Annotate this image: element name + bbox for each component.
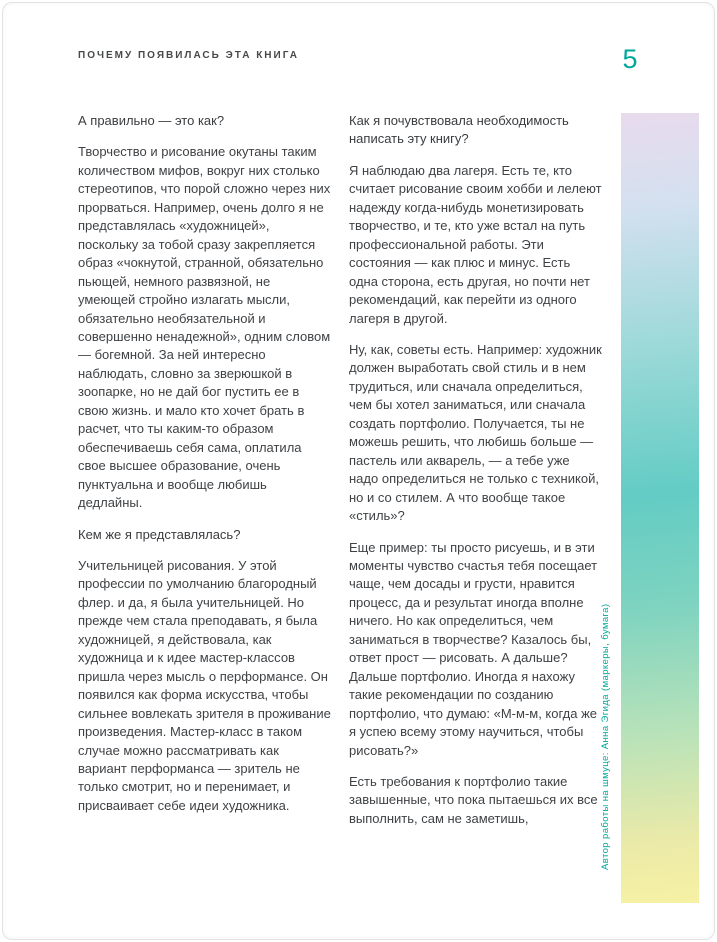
right-column — [349, 112, 602, 841]
page-number: 5 — [622, 44, 638, 74]
body-paragraph: Учительницей рисования. У этой профессии по умолчанию благородный флер. и да, я была учительницей. Но прежде чем стала преподавать, я была художницей, я действовала, как художница и к идее мастер-классов пришла через мысль о перформансе. Он появился как форма искусства, чтобы сильнее вовлекать зрителя в проживание произведения. Мастер-класс в таком случае можно рассматривать как вариант перформанса — зритель не только смотрит, но и перенимает, и присваивает себе идеи художника. — [78, 557, 331, 813]
artwork-credit-caption: Автор работы на шмуце: Анна Эгида (маркеры, бумага) — [600, 603, 611, 870]
artwork-gradient-strip — [621, 113, 699, 903]
chapter-header: ПОЧЕМУ ПОЯВИЛАСЬ ЭТА КНИГА — [78, 50, 299, 61]
text-columns — [78, 112, 602, 841]
body-paragraph: Еще пример: ты просто рисуешь, и в эти моменты чувство счастья тебя посещает чаще, чем досады и грусти, нравится процесс, да и результат иногда вполне ничего. Но как определиться, чем заниматься в творчестве? Казалось бы, ответ прост — рисовать. А дальше? Дальше портфолио. Иногда я нахожу такие рекомендации по созданию портфолио, что думаю: «М-м-м, когда же я успею всему этому научиться, чтобы рисовать?» — [349, 539, 598, 758]
body-paragraph: Есть требования к портфолио такие завышенные, что пока пытаешься их все выполнить, сам не заметишь, — [349, 773, 598, 826]
question-paragraph: А правильно — это как? — [78, 113, 225, 128]
question-paragraph: Как я почувствовала необходимость написать эту книгу? — [349, 113, 569, 147]
left-column — [78, 112, 331, 841]
body-paragraph: Я наблюдаю два лагеря. Есть те, кто считает рисование своим хобби и лелеют надежду когда-нибудь монетизировать творчество, и те, кто уже встал на путь профессиональной работы. Эти состояния — как плюс и минус. Есть одна сторона, есть другая, но почти нет рекомендаций, как перейти из одного лагеря в другой. — [349, 162, 602, 326]
body-paragraph: Творчество и рисование окутаны таким количеством мифов, вокруг них столько стереотипов, что порой сложно через них прорваться. Например, очень долго я не представлялась «художницей», поскольку за тобой сразу закрепляется образ «чокнутой, странной, обязательно пьющей, немного развязной, не умеющей стройно излагать мысли, обязательно необязательной и совершенно ненадежной», одним словом — богемной. За ней интересно наблюдать, словно за зверюшкой в зоопарке, но не дай бог пустить ее в свою жизнь. и мало кто хочет брать в расчет, что ты каким-то образом обеспечиваешь себя сама, оплатила свое высшее образование, очень пунктуальна и вообще любишь дедлайны. — [78, 144, 331, 511]
question-paragraph: Кем же я представлялась? — [78, 526, 241, 542]
body-paragraph: Ну, как, советы есть. Например: художник должен выработать свой стиль и в нем трудиться, или сначала определиться, чем бы хотел заниматься, или сначала создать портфолио. Получается, ты не можешь решить, что любишь больше — пастель или акварель, — а тебе уже надо определиться не только с техникой, но и со стилем. А что вообще такое «стиль»? — [349, 341, 602, 524]
